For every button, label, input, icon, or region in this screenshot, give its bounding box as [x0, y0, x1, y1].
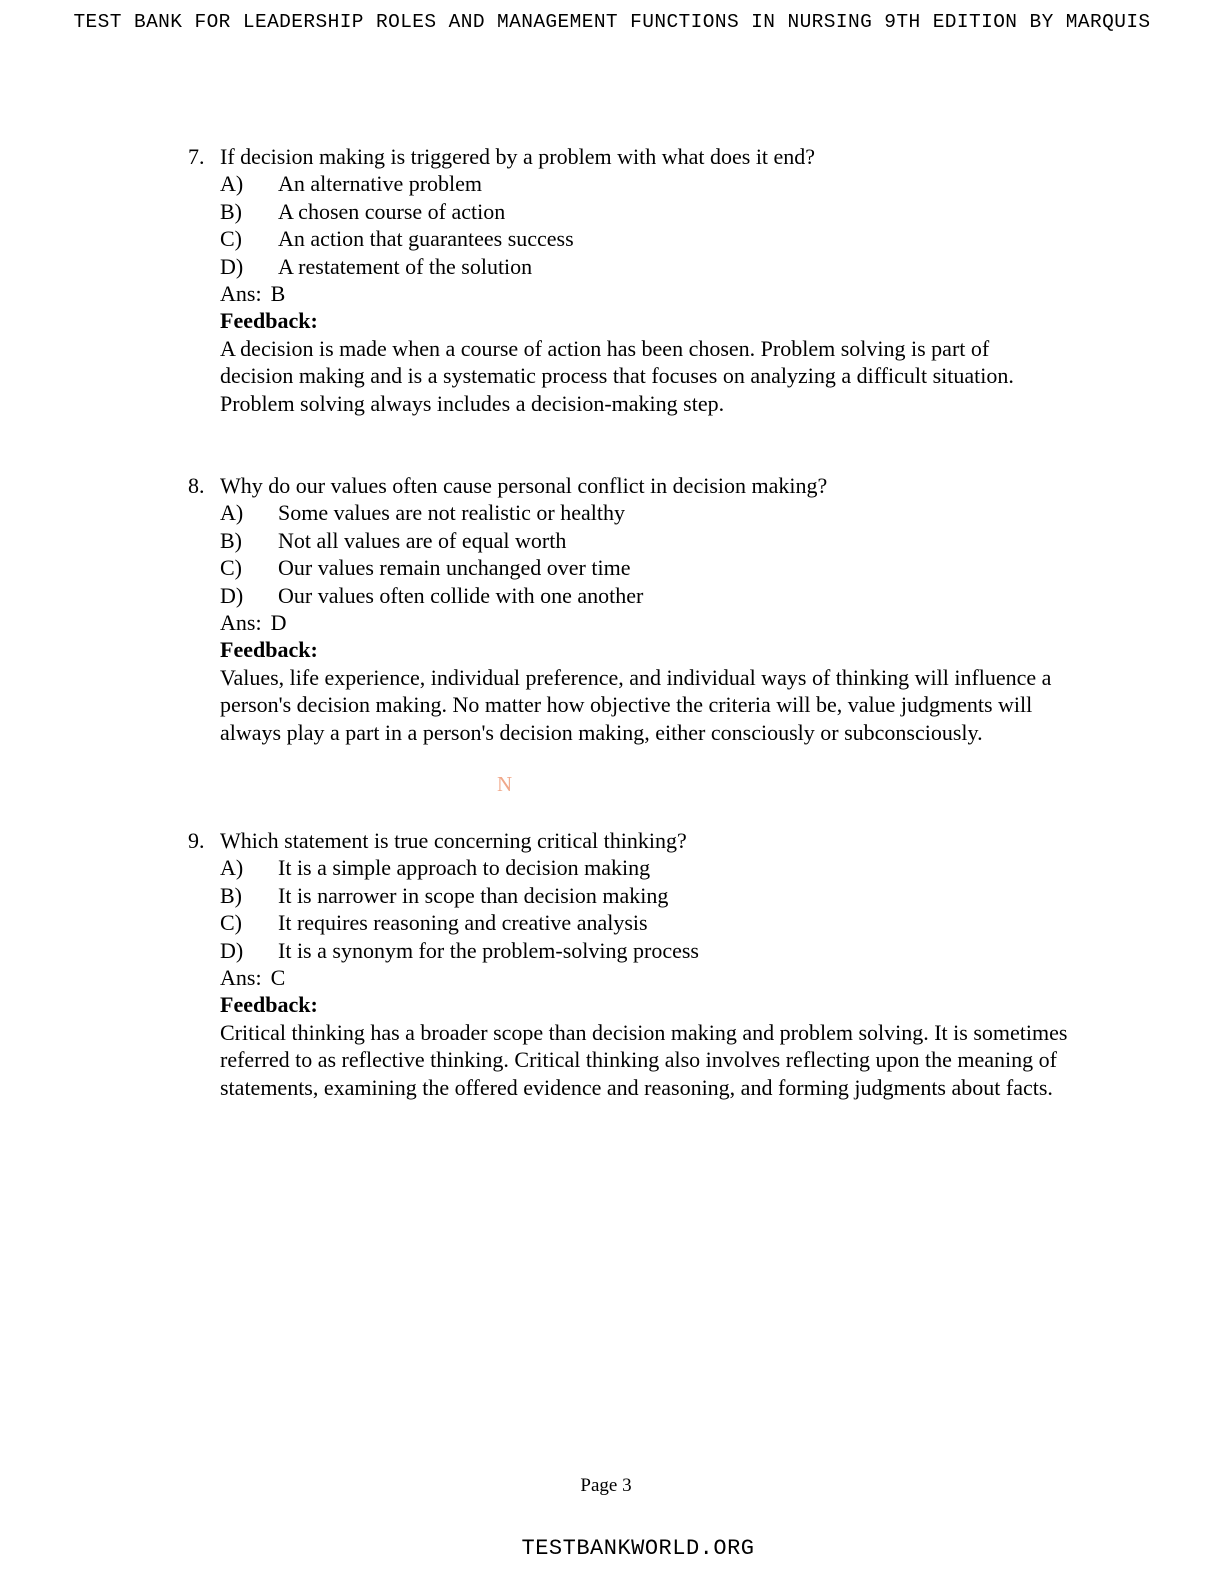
option-text: It is a simple approach to decision making	[278, 855, 651, 881]
feedback-label: Feedback:	[220, 992, 318, 1018]
option-c	[220, 554, 1068, 581]
option-text: An alternative problem	[278, 171, 483, 197]
option-b	[220, 198, 1068, 225]
question-9	[188, 827, 1068, 1101]
question-body	[220, 499, 1068, 746]
answer-label: Ans:	[220, 281, 262, 307]
question-body	[220, 854, 1068, 1101]
option-letter: B)	[220, 882, 242, 908]
option-c	[220, 225, 1068, 252]
answer-label: Ans:	[220, 610, 262, 636]
feedback-text: A decision is made when a course of action has been chosen. Problem solving is part of decision making and is a systematic process that focuses on analyzing a difficult situation. Problem solving always includes a decision-making step.	[220, 335, 1014, 416]
option-text: A chosen course of action	[278, 198, 506, 224]
feedback-text: Values, life experience, individual preference, and individual ways of thinking will influence a person's decision making. No matter how objective the criteria will be, value judgments will always play a part in a person's decision making, either consciously or subconsciously.	[220, 664, 1052, 745]
question-8	[188, 472, 1068, 746]
option-a	[220, 170, 1068, 197]
option-a	[220, 499, 1068, 526]
feedback-label: Feedback:	[220, 637, 318, 663]
option-letter: C)	[220, 555, 242, 581]
answer-value: B	[270, 281, 286, 307]
question-body	[220, 170, 1068, 417]
option-b	[220, 527, 1068, 554]
question-number: 9.	[188, 828, 205, 853]
option-text: Our values often collide with one another	[278, 582, 644, 608]
option-letter: D)	[220, 582, 244, 608]
option-b	[220, 882, 1068, 909]
option-letter: A)	[220, 500, 244, 526]
question-stem: Which statement is true concerning critical thinking?	[220, 828, 687, 853]
question-7	[188, 143, 1068, 417]
option-letter: C)	[220, 226, 242, 252]
option-text: Our values remain unchanged over time	[278, 555, 631, 581]
option-d	[220, 582, 1068, 609]
question-stem: If decision making is triggered by a problem with what does it end?	[220, 144, 816, 169]
site-footer: TESTBANKWORLD.ORG	[521, 1536, 755, 1561]
option-letter: D)	[220, 253, 244, 279]
option-c	[220, 909, 1068, 936]
question-stem-line	[188, 472, 1068, 499]
feedback-text: Critical thinking has a broader scope than decision making and problem solving. It is sometimes referred to as reflective thinking. Critical thinking also involves reflecting upon the meaning of statements, examining the offered evidence and reasoning, and forming judgments about facts.	[220, 1019, 1068, 1100]
option-letter: A)	[220, 171, 244, 197]
option-d	[220, 253, 1068, 280]
option-text: A restatement of the solution	[278, 253, 533, 279]
answer-value: D	[270, 610, 287, 636]
option-letter: D)	[220, 937, 244, 963]
answer-line	[220, 609, 1068, 636]
option-letter: C)	[220, 910, 242, 936]
question-stem-line	[188, 143, 1068, 170]
page-number: Page 3	[580, 1475, 632, 1496]
answer-value: C	[270, 965, 286, 991]
feedback-label: Feedback:	[220, 308, 318, 334]
question-stem-line	[188, 827, 1068, 854]
answer-line	[220, 280, 1068, 307]
answer-label: Ans:	[220, 965, 262, 991]
option-text: It is a synonym for the problem-solving process	[278, 937, 699, 963]
question-stem: Why do our values often cause personal conflict in decision making?	[220, 473, 828, 498]
option-letter: B)	[220, 198, 242, 224]
option-text: An action that guarantees success	[278, 226, 574, 252]
answer-line	[220, 964, 1068, 991]
option-a	[220, 854, 1068, 881]
option-letter: B)	[220, 527, 242, 553]
option-text: It requires reasoning and creative analysis	[278, 910, 648, 936]
option-text: Some values are not realistic or healthy	[278, 500, 625, 526]
option-text: It is narrower in scope than decision making	[278, 882, 669, 908]
stray-mark: N	[497, 772, 513, 796]
option-letter: A)	[220, 855, 244, 881]
option-text: Not all values are of equal worth	[278, 527, 567, 553]
option-d	[220, 937, 1068, 964]
question-number: 8.	[188, 473, 205, 498]
running-header: TEST BANK FOR LEADERSHIP ROLES AND MANAGEMENT FUNCTIONS IN NURSING 9TH EDITION BY MARQUIS	[73, 11, 1151, 33]
question-number: 7.	[188, 144, 205, 169]
